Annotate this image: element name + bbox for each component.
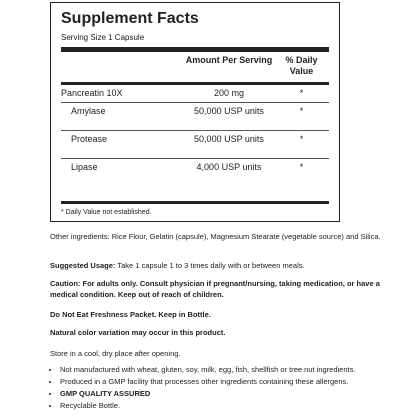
caution-text: Caution: For adults only. Consult physician if pregnant/nursing, taking medication, or have a medical condition. Keep out of reach of children.: [50, 279, 380, 299]
ingredient-amount: 50,000 USP units: [194, 134, 264, 144]
facts-header-row: [61, 52, 329, 82]
header-daily-value: % Daily Value: [285, 55, 318, 76]
storage-note: Store in a cool, dry place after opening.: [50, 349, 181, 358]
suggested-usage: [50, 260, 390, 271]
ingredient-dv: *: [299, 134, 304, 144]
ingredient-name: Amylase: [71, 106, 106, 116]
bullet-item: • Not manufactured with wheat, gluten, soy, milk, egg, fish, shellfish or tree nut ingredients.: [60, 364, 390, 376]
ingredient-name: Pancreatin 10X: [61, 88, 123, 98]
dv-footnote: * Daily Value not established.: [61, 209, 152, 216]
serving-size: Serving Size 1 Capsule: [61, 33, 145, 42]
ingredient-dv: *: [299, 88, 304, 98]
header-amount: Amount Per Serving: [185, 55, 273, 65]
bullet-item: • GMP QUALITY ASSURED: [60, 388, 390, 400]
bottom-rule: [61, 201, 329, 204]
ingredient-dv: *: [299, 106, 304, 116]
ingredient-name: Lipase: [71, 162, 98, 172]
ingredient-amount: 4,000 USP units: [196, 162, 262, 172]
facts-row-amylase: [61, 103, 329, 131]
ingredient-amount: 200 mg: [213, 88, 245, 98]
bullet-item: • Recyclable Bottle.: [60, 400, 390, 412]
other-ingredients: Other ingredients: Rice Flour, Gelatin (capsule), Magnesium Stearate (vegetable source) and Silica.: [50, 232, 381, 241]
facts-row-protease: [61, 131, 329, 159]
supplement-facts-panel: [50, 2, 340, 222]
facts-title: Supplement Facts: [61, 10, 199, 27]
ingredient-name: Protease: [71, 134, 108, 144]
usage-text: Take 1 capsule 1 to 3 times daily with or between meals.: [117, 261, 305, 270]
allergen-bullets: [50, 364, 390, 412]
ingredient-dv: *: [299, 162, 304, 172]
facts-row-pancreatin: [61, 85, 329, 103]
freshness-warning: Do Not Eat Freshness Packet. Keep in Bottle.: [50, 310, 211, 319]
bullet-item: • Produced in a GMP facility that processes other ingredients containing these allergens.: [60, 376, 390, 388]
ingredient-amount: 50,000 USP units: [194, 106, 264, 116]
color-variation-note: Natural color variation may occur in this product.: [50, 328, 226, 337]
usage-label: Suggested Usage:: [50, 261, 116, 270]
facts-row-lipase: [61, 159, 329, 187]
